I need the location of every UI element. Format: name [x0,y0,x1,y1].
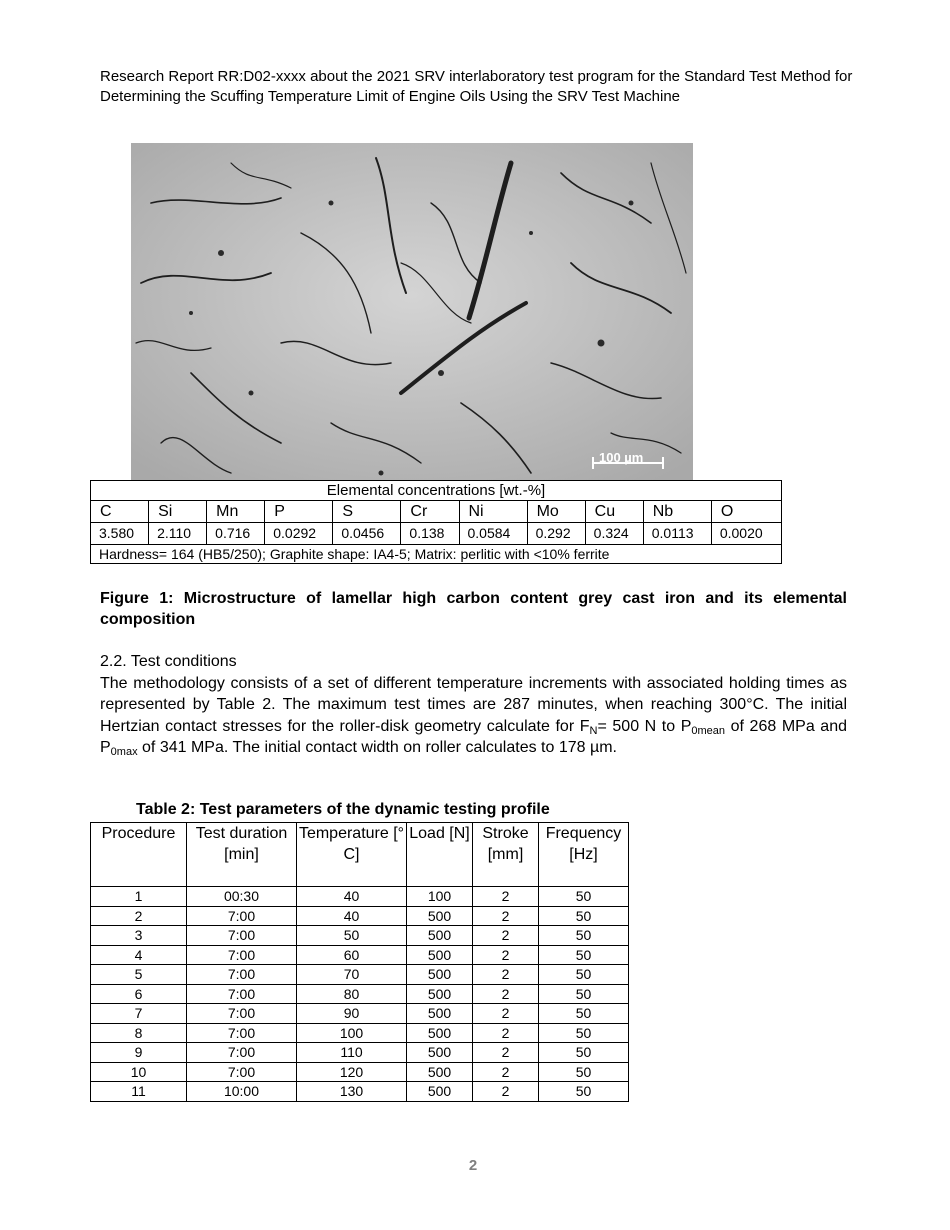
table-cell: 40 [297,906,407,926]
value-cell: 0.0456 [333,523,401,545]
table-cell: 7:00 [187,965,297,985]
table-cell: 5 [91,965,187,985]
table-cell: 7:00 [187,945,297,965]
test-parameters-table [90,822,629,1102]
paragraph-text: of 341 MPa. The initial contact width on roller calculates to 178 µm. [137,739,617,757]
table-cell: 2 [473,887,539,907]
column-header: Stroke [mm] [473,823,539,887]
table-cell: 7:00 [187,1062,297,1082]
table-cell: 7:00 [187,1004,297,1024]
table-cell: 4 [91,945,187,965]
table-row [91,1082,629,1102]
table-cell: 2 [473,926,539,946]
table-cell: 130 [297,1082,407,1102]
value-cell: 0.716 [207,523,265,545]
column-header: Temperature [°C] [297,823,407,887]
table-cell: 50 [539,926,629,946]
figure-caption: Figure 1: Microstructure of lamellar high carbon content grey cast iron and its elemental composition [100,590,847,628]
value-cell: 2.110 [149,523,207,545]
table-row [91,945,629,965]
table-cell: 2 [473,945,539,965]
page-number: 2 [468,1157,478,1174]
table-cell: 500 [407,926,473,946]
table-header-row [91,823,629,887]
element-cell: S [333,501,401,523]
table-cell: 500 [407,1004,473,1024]
table-cell: 50 [539,1082,629,1102]
table-row [91,887,629,907]
table-cell: 2 [473,1082,539,1102]
value-cell: 0.292 [527,523,585,545]
table-cell: 9 [91,1043,187,1063]
table-cell: 7:00 [187,906,297,926]
element-cell: Cr [401,501,459,523]
table-row [91,1062,629,1082]
table-cell: 50 [539,1023,629,1043]
element-cell: Mn [207,501,265,523]
subscript-mean: 0mean [691,724,726,737]
table-cell: 10 [91,1062,187,1082]
composition-table [90,480,782,564]
value-row [91,523,782,545]
table-cell: 6 [91,984,187,1004]
table-cell: 2 [473,965,539,985]
table-cell: 500 [407,906,473,926]
table-cell: 500 [407,1062,473,1082]
table-cell: 2 [473,984,539,1004]
table-cell: 2 [473,906,539,926]
element-cell: Si [149,501,207,523]
table-cell: 50 [539,965,629,985]
table-cell: 120 [297,1062,407,1082]
table-cell: 70 [297,965,407,985]
table-cell: 50 [539,984,629,1004]
table-cell: 500 [407,1023,473,1043]
composition-title: Elemental concentrations [wt.-%] [91,481,782,501]
table-cell: 500 [407,945,473,965]
value-cell: 0.0584 [459,523,527,545]
table-cell: 2 [91,906,187,926]
table-cell: 500 [407,1043,473,1063]
element-cell: C [91,501,149,523]
table-cell: 500 [407,984,473,1004]
element-cell: O [711,501,781,523]
table-cell: 7 [91,1004,187,1024]
table-cell: 90 [297,1004,407,1024]
column-header: Load [N] [407,823,473,887]
element-cell: P [265,501,333,523]
table-cell: 7:00 [187,1023,297,1043]
table-cell: 60 [297,945,407,965]
table2-title: Table 2: Test parameters of the dynamic testing profile [136,801,550,818]
table-cell: 2 [473,1062,539,1082]
paragraph-text: of 268 MPa and P [100,717,848,757]
subscript-n: N [589,724,598,737]
value-cell: 0.0020 [711,523,781,545]
table-cell: 50 [539,1043,629,1063]
hardness-note: Hardness= 164 (HB5/250); Graphite shape: IA4-5; Matrix: perlitic with <10% ferrite [91,545,782,564]
value-cell: 0.138 [401,523,459,545]
table-row [91,1004,629,1024]
value-cell: 0.0292 [265,523,333,545]
element-row [91,501,782,523]
table-cell: 7:00 [187,984,297,1004]
microstructure-image [131,143,693,481]
table-cell: 500 [407,965,473,985]
table-cell: 8 [91,1023,187,1043]
element-cell: Mo [527,501,585,523]
column-header: Frequency [Hz] [539,823,629,887]
table-cell: 80 [297,984,407,1004]
graphite-flakes-graphic [131,143,693,481]
table-cell: 100 [407,887,473,907]
table-cell: 50 [539,1062,629,1082]
section-heading: 2.2. Test conditions [100,653,237,670]
table-cell: 3 [91,926,187,946]
element-cell: Nb [643,501,711,523]
table-cell: 7:00 [187,1043,297,1063]
table-cell: 00:30 [187,887,297,907]
table-cell: 10:00 [187,1082,297,1102]
table-cell: 500 [407,1082,473,1102]
test-conditions-paragraph [100,673,847,759]
table-cell: 110 [297,1043,407,1063]
element-cell: Ni [459,501,527,523]
table-row [91,1043,629,1063]
paragraph-text: = 500 N to P [597,717,692,735]
report-header: Research Report RR:D02-xxxx about the 2021 SRV interlaboratory test program for the Standard Test Method for Determining the Scuffing Temperature Limit of Engine Oils Using the SRV Test Machine [100,68,853,105]
paragraph-text: The methodology consists of a set of different temperature increments with associated holding times as represented by Table 2. The maximum test times are 287 minutes, when reaching 300°C. The initial Hertzian contact stresses for the roller-disk geometry calculate for F [100,675,847,735]
table-cell: 1 [91,887,187,907]
table-cell: 2 [473,1004,539,1024]
value-cell: 0.324 [585,523,643,545]
value-cell: 3.580 [91,523,149,545]
column-header: Procedure [91,823,187,887]
table-row [91,1023,629,1043]
table-cell: 50 [297,926,407,946]
table-cell: 2 [473,1023,539,1043]
table-cell: 50 [539,906,629,926]
table-cell: 50 [539,1004,629,1024]
table-cell: 50 [539,945,629,965]
table-cell: 7:00 [187,926,297,946]
subscript-max: 0max [110,746,138,759]
table-row [91,984,629,1004]
table-body [91,887,629,1102]
table-cell: 100 [297,1023,407,1043]
value-cell: 0.0113 [643,523,711,545]
table-cell: 11 [91,1082,187,1102]
table-row [91,906,629,926]
table-cell: 2 [473,1043,539,1063]
column-header: Test duration [min] [187,823,297,887]
table-row [91,965,629,985]
table-cell: 50 [539,887,629,907]
table-cell: 40 [297,887,407,907]
table-row [91,926,629,946]
scale-bar-label: 100 µm [599,450,644,465]
element-cell: Cu [585,501,643,523]
